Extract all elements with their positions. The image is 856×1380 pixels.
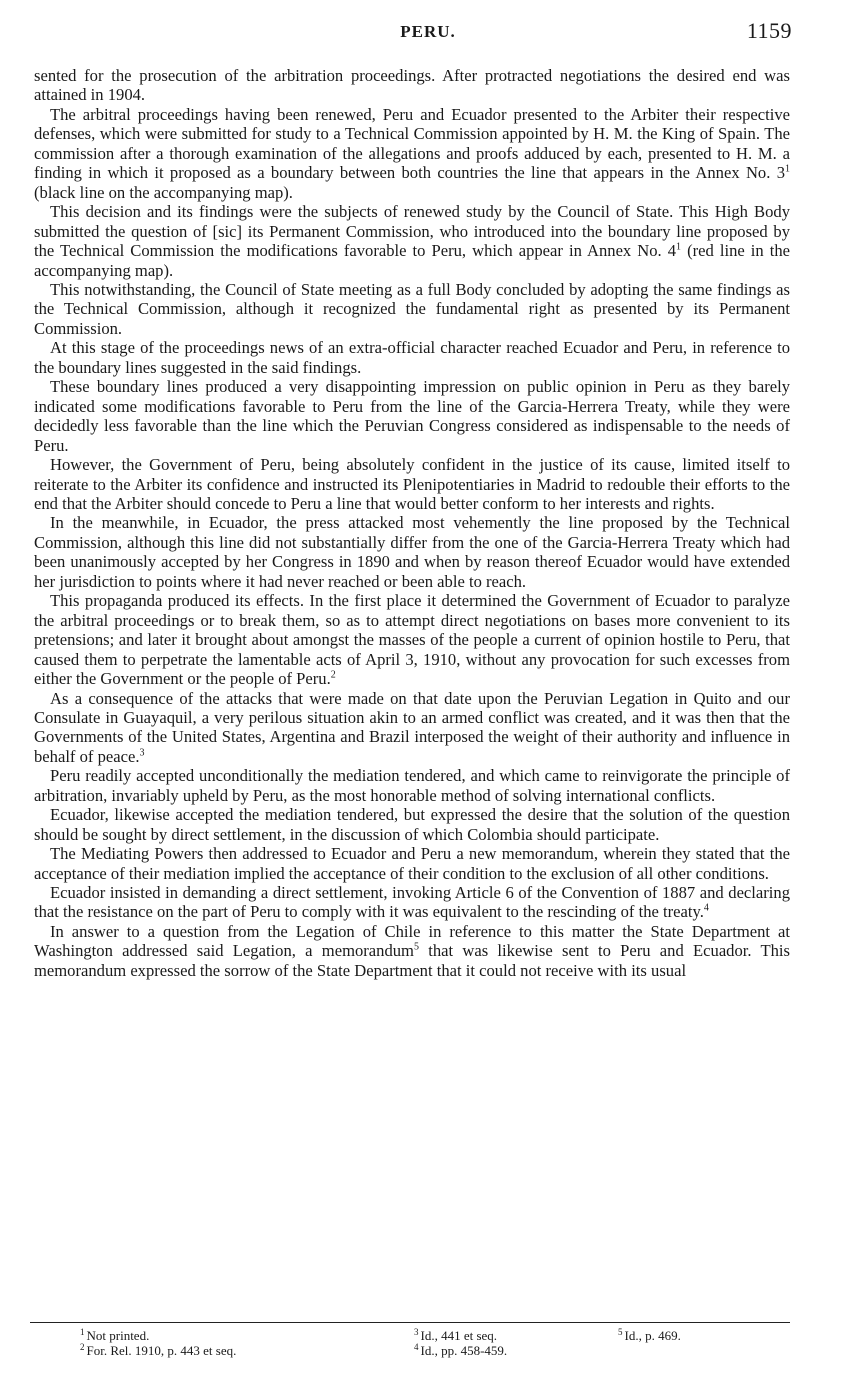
footnote-ref: 3 xyxy=(139,747,145,759)
paragraph: Peru readily accepted unconditionally the mediation tendered, and which came to reinvigorate the principle of arbitration, invariably upheld by Peru, as the most honorable method of solving international conflicts. xyxy=(34,766,790,805)
paragraph: Ecuador insisted in demanding a direct settlement, invoking Article 6 of the Convention of 1887 and declaring that the resistance on the part of Peru to comply with it was equivalent to the rescinding of the treaty.$^4$ xyxy=(34,883,790,922)
paragraph: sented for the prosecution of the arbitration proceedings. After protracted negotiations the desired end was attained in 1904. xyxy=(34,66,790,105)
footnote-ref: 5 xyxy=(413,941,419,953)
paragraph: The Mediating Powers then addressed to Ecuador and Peru a new memorandum, wherein they stated that the acceptance of their mediation implied the acceptance of their condition to the exclusion of all other conditions. xyxy=(34,844,790,883)
paragraph: This propaganda produced its effects. In the first place it determined the Government of Ecuador to paralyze the arbitral proceedings or to break them, so as to attempt direct negotiations on bases more convenient to its pretensions; and later it brought about amongst the masses of the people a current of opinion hostile to Peru, that caused them to perpetrate the lamentable acts of April 3, 1910, without any provocation for such excesses from either the Government or the people of Peru.$^2$ xyxy=(34,591,790,689)
paragraph: The arbitral proceedings having been renewed, Peru and Ecuador presented to the Arbiter their respective defenses, which were submitted for study to a Technical Commission appointed by H. M. the King of Spain. The commission after a thorough examination of the allegations and proofs adduced by each, presented to H. M. a finding in which it proposed as a boundary between both countries the line that appears in the Annex No. $3^1$ (black line on the accompanying map). xyxy=(34,104,790,202)
paragraph: These boundary lines produced a very disappointing impression on public opinion in Peru as they barely indicated some modifications favorable to Peru from the line of the Garcia-Herrera Treaty, while they were decidedly less favorable than the line which the Peruvian Congress considered as indispensable to the needs of Peru. xyxy=(34,377,790,455)
footnote: $^4$ Id., pp. 458-459. xyxy=(414,1341,508,1358)
paragraph: At this stage of the proceedings news of an extra-official character reached Ecuador and Peru, in reference to the boundary lines suggested in the said findings. xyxy=(34,338,790,377)
paragraph: In answer to a question from the Legation of Chile in reference to this matter the State Department at Washington addressed said Legation, a memorandum$^5$ that was likewise sent to Peru and Ecuador. This memorandum expressed the sorrow of the State Department that it could not receive with its usual xyxy=(34,921,790,980)
paragraph: As a consequence of the attacks that were made on that date upon the Peruvian Legation in Quito and our Consulate in Guayaquil, a very perilous situation akin to an armed conflict was created, and it was then that the Governments of the United States, Argentina and Brazil interposed the weight of their authority and influence in behalf of peace.$^3$ xyxy=(34,688,790,766)
footnote: $^3$ Id., 441 et seq. xyxy=(414,1326,498,1343)
paragraph: However, the Government of Peru, being absolutely confident in the justice of its cause, limited itself to reiterate to the Arbiter its confidence and instructed its Plenipotentiaries in Madrid to redouble their efforts to the end that the Arbiter should concede to Peru a line that would better conform to her interests and rights. xyxy=(34,455,790,513)
footnote-ref: 2 xyxy=(330,669,336,681)
footnote: $^1$ Not printed. xyxy=(80,1326,150,1343)
page-number: 1159 xyxy=(746,18,792,43)
footnote: $^2$ For. Rel. 1910, p. 443 et seq. xyxy=(80,1341,237,1358)
footnote-ref: 1 xyxy=(676,241,682,253)
body-text xyxy=(34,66,790,980)
footnote-column xyxy=(80,1328,236,1358)
paragraph: In the meanwhile, in Ecuador, the press attacked most vehemently the line proposed by the Technical Commission, although this line did not substantially differ from the one of the Garcia-Herrera Treaty which had been unanimously accepted by her Congress in 1890 and when by reason thereof Ecuador would have extended her jurisdiction to points where it had never reached or been able to reach. xyxy=(34,513,790,591)
paragraph: Ecuador, likewise accepted the mediation tendered, but expressed the desire that the solution of the question should be sought by direct settlement, in the discussion of which Colombia should participate. xyxy=(34,805,790,844)
footnote-column xyxy=(618,1328,681,1343)
footnote: $^5$ Id., p. 469. xyxy=(618,1326,681,1343)
page-header xyxy=(0,18,856,48)
footnote-column xyxy=(414,1328,507,1358)
running-title: PERU. xyxy=(400,22,456,41)
footnote-divider xyxy=(30,1322,790,1323)
footnote-ref: 1 xyxy=(785,163,790,175)
paragraph: This notwithstanding, the Council of State meeting as a full Body concluded by adopting the same findings as the Technical Commission, although it recognized the fundamental right as presented by its Permanent Commission. xyxy=(34,279,790,338)
footnote-ref: 4 xyxy=(703,902,709,914)
paragraph: This decision and its findings were the subjects of renewed study by the Council of State. This High Body submitted the question of [sic] its Permanent Commission, who introduced into the boundary line proposed by the Technical Commission the modifications favorable to Peru, which appear in Annex No. $4^1$ (red line in the accompanying map). xyxy=(34,202,790,280)
